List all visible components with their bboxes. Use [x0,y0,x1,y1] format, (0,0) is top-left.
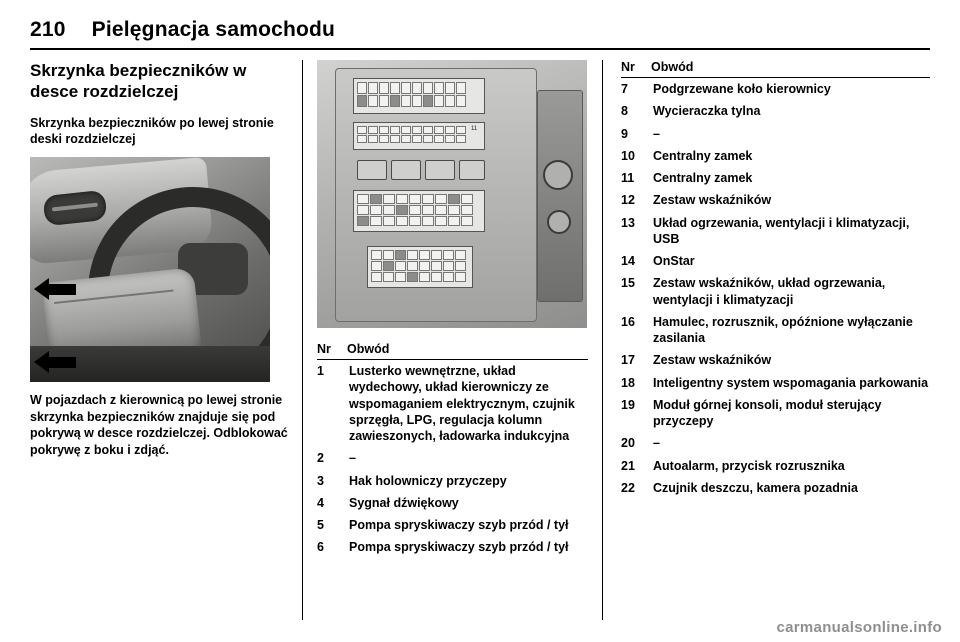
col-header-circuit: Obwód [651,60,930,78]
fuse-box-layout-illustration [317,60,587,328]
fuse-description: Zestaw wskaźników [653,193,772,208]
table-row [317,470,588,492]
fuse-number: 8 [621,104,628,119]
maxi-fuse [425,160,455,180]
middle-fuse-table [317,342,588,559]
fuse-number: 18 [621,375,635,390]
col-header-circuit: Obwód [347,342,588,360]
fuse-description: Zestaw wskaźników [653,353,772,368]
fuse-description: Wycieraczka tylna [653,104,761,119]
fuse-box-side-panel [537,90,583,302]
fuse-description: Czujnik deszczu, kamera pozadnia [653,480,858,495]
table-row [621,167,930,189]
fuse-description: Pompa spryskiwaczy szyb przód / tył [349,518,569,532]
fuse-grid-top [357,82,466,107]
right-column [602,60,930,620]
fuse-grid-bottom [371,250,466,282]
table-row [621,372,930,394]
maxi-fuse [459,160,485,180]
fuse-number: 22 [621,480,635,495]
fuse-number: 19 [621,397,635,412]
connector-ring [547,210,571,234]
table-header-row [621,60,930,78]
fuse-description: Lusterko wewnętrzne, układ wydechowy, układ kierowniczy ze wspomaganiem elektrycznym, czujnik sprzęgła, LPG, regulacja kolumn zawieszonych, ładowarka indukcyjna [349,364,575,443]
fuse-description: Moduł górnej konsoli, moduł sterujący przyczepy [653,397,882,428]
table-row [621,189,930,211]
fuse-grid-second [357,126,466,143]
table-row [317,536,588,558]
table-row [621,349,930,371]
table-row [621,311,930,350]
fuse-number: 9 [621,126,628,141]
fuse-description: Podgrzewane koło kierownicy [653,82,831,96]
table-row [621,272,930,311]
site-watermark: carmanualsonline.info [776,619,942,636]
fuse-number: 6 [317,540,324,555]
fuse-number: 5 [317,518,324,532]
fuse-number: 10 [621,148,635,163]
connector-ring [543,160,573,190]
fuse-description: Autoalarm, przycisk rozrusznika [653,458,845,473]
fuse-grid-lower [357,194,473,226]
table-row [317,447,588,469]
fuse-description: – [349,451,356,466]
subsection-title: Skrzynka bezpieczników po lewej stronie deski rozdzielczej [30,115,274,146]
fuse-number: 11 [621,171,635,185]
table-header-row [317,342,588,360]
fuse-description: OnStar [653,254,695,268]
table-row [621,250,930,272]
table-row [621,394,930,433]
fuse-number: 21 [621,458,635,473]
fuse-number: 15 [621,276,635,291]
table-row [317,514,588,536]
fuse-description: Inteligentny system wspomagania parkowania [653,375,929,390]
section-title: Skrzynka bezpieczników w desce rozdzielczej [30,61,247,102]
table-row [621,212,930,251]
fuse-description: – [653,436,660,451]
page-title: Pielęgnacja samochodu [91,18,336,41]
page-header [30,18,930,50]
fuse-description: Hak holowniczy przyczepy [349,473,507,488]
fuse-number: 13 [621,215,635,230]
table-row [317,492,588,514]
table-row [621,477,930,499]
table-row [621,123,930,145]
fuse-description: Sygnał dźwiękowy [349,495,459,510]
fuse-number: 4 [317,495,324,510]
fuse-description: Centralny zamek [653,148,753,163]
maxi-fuse [391,160,421,180]
content-columns [30,60,930,620]
page-number: 210 [30,18,66,41]
fuse-number: 17 [621,353,635,368]
fuse-number: 7 [621,82,628,96]
fuse-number: 3 [317,473,324,488]
fuse-description: Zestaw wskaźników, układ ogrzewania, wentylacji i klimatyzacji [653,276,886,307]
fuse-number: 12 [621,193,635,208]
fuse-number: 16 [621,314,635,329]
dashboard-fuse-box-photo [30,157,270,382]
fuse-description: Centralny zamek [653,171,753,185]
fuse-number: 1 [317,364,324,378]
maxi-fuse [357,160,387,180]
table-row [621,455,930,477]
table-row [621,100,930,122]
table-row [621,432,930,454]
right-fuse-table [621,60,930,499]
fuse-number: 20 [621,436,635,451]
left-column [30,60,302,620]
body-paragraph: W pojazdach z kierownicą po lewej stronie skrzynka bezpieczników znajduje się pod pokrywą w desce rozdzielczej. Odblokować pokrywę z boku i zdjąć. [30,393,288,457]
right-fuse-table-wrap [621,60,930,499]
col-header-nr: Nr [621,60,651,78]
fuse-description: Układ ogrzewania, wentylacji i klimatyzacji, USB [653,215,910,246]
fuse-number: 14 [621,254,635,268]
fuse-number-label: 11 [471,126,478,132]
fuse-number: 2 [317,451,324,466]
table-row [317,360,588,448]
col-header-nr: Nr [317,342,347,360]
table-row [621,78,930,101]
middle-fuse-table-wrap [317,342,588,559]
middle-column [302,60,602,620]
fuse-description: – [653,126,660,141]
fuse-description: Pompa spryskiwaczy szyb przód / tył [349,540,569,555]
fuse-description: Hamulec, rozrusznik, opóźnione wyłączanie zasilania [653,314,913,345]
table-row [621,145,930,167]
